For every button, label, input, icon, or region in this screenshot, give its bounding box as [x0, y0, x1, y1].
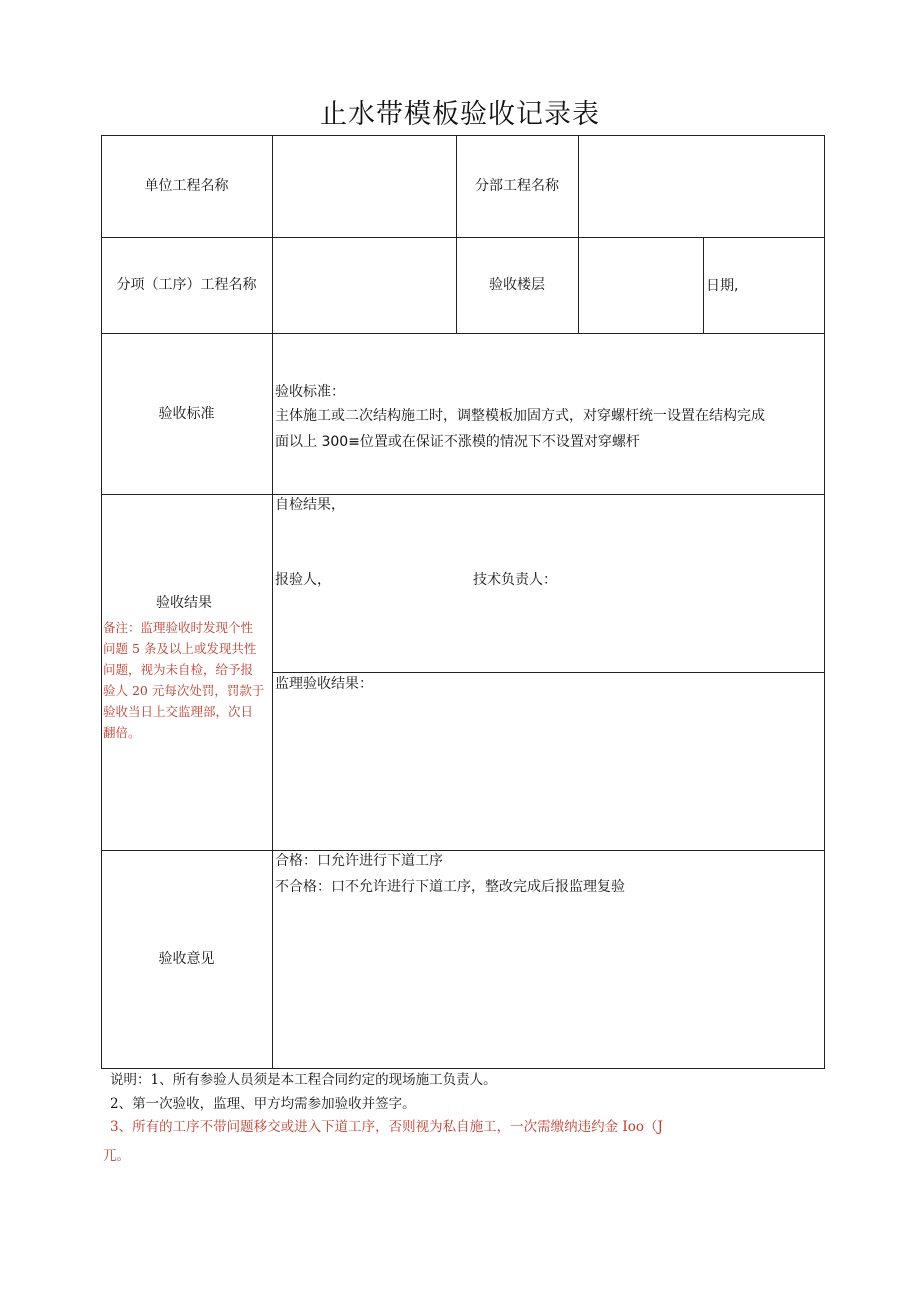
note-line: 问题，视为未自检，给予报: [103, 662, 254, 677]
col-divider: [703, 237, 704, 333]
page-title: 止水带模板验收记录表: [320, 99, 600, 130]
standard-text-line1: 主体施工或二次结构施工时，调整模板加固方式，对穿螺杆统一设置在结构完成: [275, 408, 765, 424]
table-border-right: [824, 135, 825, 1069]
floor-label: 验收楼层: [489, 277, 545, 293]
unit-project-field[interactable]: [273, 136, 456, 237]
footer-note-2: 2、第一次验收，监理、甲方均需参加验收并签字。: [110, 1096, 416, 1112]
sub-item-project-field[interactable]: [273, 238, 456, 333]
pass-option[interactable]: 合格：口允许进行下道工序: [275, 853, 443, 869]
note-line: 翻倍。: [103, 725, 141, 740]
standard-heading: 验收标准：: [275, 384, 345, 400]
unit-project-label: 单位工程名称: [144, 178, 229, 194]
footer-note-3: 3、所有的工序不带问题移交或进入下道工序，否则视为私自施工，一次需缴纳违约金 Ioo（J: [110, 1119, 663, 1135]
date-label: 日期,: [706, 278, 739, 294]
standard-text-line2: 面以上 300≡位置或在保证不涨模的情况下不设置对穿螺杆: [275, 434, 640, 450]
note-line: 验收当日上交监理部，次日: [103, 704, 254, 719]
note-line: 备注：监理验收时发现个性: [103, 620, 254, 635]
standard-label: 验收标准: [158, 405, 215, 422]
result-penalty-note: [103, 617, 269, 743]
result-label: 验收结果: [156, 595, 212, 611]
division-project-label: 分部工程名称: [475, 178, 559, 194]
division-project-field[interactable]: [579, 136, 824, 237]
opinion-label: 验收意见: [158, 951, 215, 967]
supervision-result-label: 监理验收结果：: [275, 676, 373, 692]
tech-lead-label: 技术负责人：: [473, 572, 557, 588]
sub-item-project-label: 分项（工序）工程名称: [116, 277, 257, 293]
row-divider: [101, 494, 825, 495]
footer-note-1: 说明：1、所有参验人员须是本工程合同约定的现场施工负责人。: [110, 1072, 497, 1088]
self-check-label: 自检结果，: [275, 497, 345, 513]
floor-field[interactable]: [579, 238, 703, 333]
footer-note-3-cont: 兀。: [103, 1148, 130, 1164]
fail-option[interactable]: 不合格：口不允许进行下道工序，整改完成后报监理复验: [275, 879, 625, 895]
note-line: 问题 5 条及以上或发现共性: [103, 641, 257, 656]
table-border-bottom: [101, 1068, 825, 1069]
note-line: 验人 20 元每次处罚，罚款于: [103, 683, 265, 698]
inspector-label: 报验人，: [275, 572, 331, 588]
